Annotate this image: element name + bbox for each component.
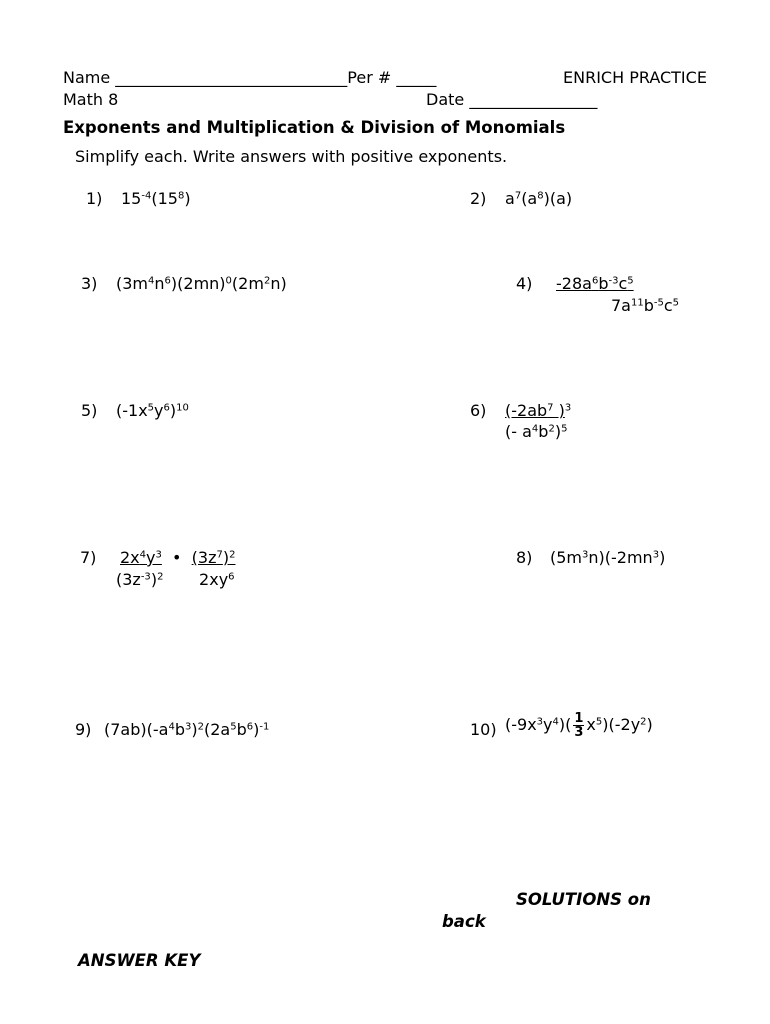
name-per-line: Name _____________________________Per # _____ — [63, 68, 437, 87]
problem-8-expression: $(5m^3n)(-2mn^3)$ — [550, 548, 666, 567]
one-third-fraction: $\frac{1}{3}$ — [574, 711, 584, 740]
solutions-note-line2: back — [442, 912, 486, 931]
problem-10-number: 10) — [470, 720, 497, 739]
problem-4-number: 4) — [516, 274, 533, 293]
problem-4-denominator: $7a^{11}b^{-5}c^5$ — [611, 296, 680, 315]
worksheet-title: Exponents and Multiplication & Division of Monomials — [63, 118, 566, 137]
problem-7-numerator: $2x^4y^3$ • $(3z^7)^2$ — [120, 548, 236, 567]
class-label: Math 8 — [63, 90, 119, 109]
answer-key-label: ANSWER KEY — [78, 951, 201, 970]
problem-10-expression: $(-9x^3y^4)$( $\frac{1}{3}$ $x^5)(-2y^2)$ — [505, 711, 653, 740]
problem-7-number: 7) — [80, 548, 97, 567]
enrich-label: ENRICH PRACTICE — [563, 68, 707, 87]
problem-6-number: 6) — [470, 401, 487, 420]
problem-5-expression: $(-1x^5y^6)^{10}$ — [116, 401, 189, 420]
problem-8-number: 8) — [516, 548, 533, 567]
problem-3-number: 3) — [81, 274, 98, 293]
problem-1-expression: $15^{-4}(15^8)$ — [121, 189, 191, 208]
date-line: Date ________________ — [426, 90, 598, 109]
problem-5-number: 5) — [81, 401, 98, 420]
problem-1-number: 1) — [86, 189, 103, 208]
problem-2-number: 2) — [470, 189, 487, 208]
problem-4-numerator: $-28a^6b^{-3}c^5$ — [556, 274, 634, 293]
problem-3-expression: $(3m^4n^6)(2mn)^0(2m^2n)$ — [116, 274, 287, 293]
solutions-note-line1: SOLUTIONS on — [516, 890, 651, 909]
problem-9-number: 9) — [75, 720, 92, 739]
problem-6-numerator: ($-2ab^7$ )$^3$ — [505, 401, 572, 420]
problem-2-expression: $a^7(a^8)(a)$ — [505, 189, 573, 208]
problem-9-expression: $(7ab)(-a^4b^3)^2(2a^5b^6)^{-1}$ — [104, 720, 270, 739]
instructions: Simplify each. Write answers with positive exponents. — [75, 147, 508, 166]
problem-6-denominator: (- $a^4b^2)^5$ — [505, 422, 568, 441]
problem-7-denominator: $(3z^{-3})^2$ $2xy^6$ — [116, 570, 235, 589]
